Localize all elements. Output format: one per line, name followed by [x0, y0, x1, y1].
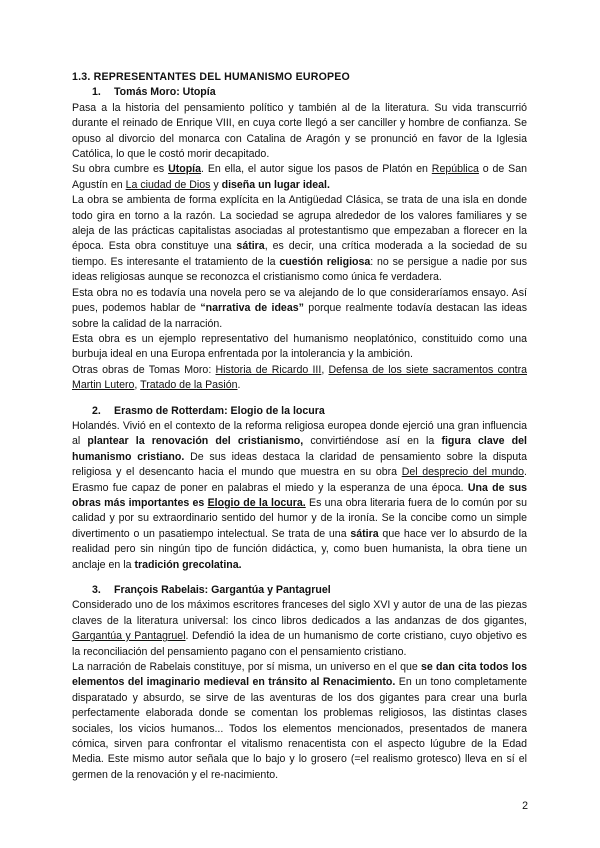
heading-number: 1. — [92, 86, 101, 99]
title-ciudad-de-dios: La ciudad de Dios — [125, 178, 211, 191]
heading-number: 2. — [92, 404, 101, 417]
heading-number: 3. — [92, 584, 101, 596]
paragraph: Esta obra no es todavía una novela pero se va alejando de lo que consideraríamos ensayo. Así pues, podemos hablar de “narrativa de ideas” porque realmente todavía destacan las ideas sobre la calidad de la narración. — [72, 286, 527, 330]
paragraph: Otras obras de Tomas Moro: Historia de Ricardo III, Defensa de los siete sacramentos contra Martin Lutero, Tratado de la Pasión. — [72, 363, 528, 392]
document-body — [72, 70, 527, 783]
paragraph: La obra se ambienta de forma explícita en la Antigüedad Clásica, se trata de una isla en donde todo gira en torno a la razón. La sociedad se agrupa alrededor de los valores familiares y se aleja de las prácticas capitalistas asociadas al protestantismo que empezaban a florecer en la época. Esta obra constituye una sátira, es decir, una crítica moderada a la sociedad de su tiempo. Es interesante el tratamiento de la cuestión religiosa: no se persigue a nadie por sus ideas religiosas aunque se reconozca el cristianismo como única fe verdadera. — [72, 194, 528, 284]
section-title: 1.3. REPRESENTANTES DEL HUMANISMO EUROPEO — [72, 71, 350, 83]
heading-text: François Rabelais: Gargantúa y Pantagruel — [114, 584, 331, 596]
heading-text: Erasmo de Rotterdam: Elogio de la locura — [114, 404, 325, 417]
heading-text: Tomás Moro: Utopía — [114, 86, 216, 99]
link-utopia: Utopía — [168, 163, 202, 176]
paragraph: Su obra cumbre es Utopía. En ella, el autor sigue los pasos de Platón en República o de San Agustín en La ciudad de Dios y diseña un lugar ideal. — [72, 163, 527, 191]
paragraph: Considerado uno de los máximos escritores franceses del siglo XVI y autor de una de las piezas claves de la literatura universal: los cinco libros dedicados a las andanzas de dos gigantes, Gargantúa y Pantagruel. Defendió la idea de un humanismo de corte cristiano, cuyo objetivo es la reconciliación del pensamiento pagano con el pensamiento cristiano. — [72, 599, 527, 658]
paragraph: La narración de Rabelais constituye, por sí misma, un universo en el que se dan cita todos los elementos del imaginario medieval en tránsito al Renacimiento. En un tono completamente disparatado y absurdo, se sirve de las aventuras de los dos gigantes para crear una burla perfectamente elaborada donde se comentan los problemas religiosos, las distintas clases sociales, los vicios humanos... Todos los elementos mencionados, presentados de manera cómica, sirven para confrontar el vitalismo renacentista con el aspecto lúgubre de la Edad Media. Este mismo autor señala que lo bajo y lo grosero (=el realismo grotesco) lleva en sí el germen de la renovación y el re-nacimiento. — [72, 661, 527, 781]
paragraph: Esta obra es un ejemplo representativo del humanismo neoplatónico, constituido como una burbuja ideal en una Europa enfrentada por la intolerancia y la ambición. — [72, 332, 527, 361]
heading-rabelais — [72, 583, 527, 598]
heading-tomas-moro — [72, 85, 527, 100]
page-number: 2 — [522, 800, 528, 812]
title-republica: República — [431, 163, 479, 176]
heading-erasmo — [72, 404, 527, 419]
paragraph: Pasa a la historia del pensamiento político y también al de la literatura. Su vida transcurrió durante el reinado de Enrique VIII, en cuya corte llegó a ser canciller y hombre de confianza. Se opuso al divorcio del monarca con Catalina de Aragón y se pronunció en favor de la Iglesia Católica, lo que le costó morir decapitado. — [72, 101, 527, 161]
paragraph: Holandés. Vivió en el contexto de la reforma religiosa europea donde ejerció una gran influencia al plantear la renovación del cristianismo, convirtiéndose así en la figura clave del humanismo cristiano. De sus ideas destaca la claridad de pensamiento sobre la disputa religiosa y el desencanto hacia el mundo que muestra en su obra Del desprecio del mundo. Erasmo fue capaz de poner en palabras el miedo y la esperanza de una época. Una de sus obras más importantes es Elogio de la locura. Es una obra literaria fuera de lo común por su calidad y por su extraordinario sentido del humor y de la ironía. Se la concibe como un simple divertimento o un pasatiempo intelectual. Se trata de una sátira que hace ver lo absurdo de la realidad pero sin ningún tipo de función didáctica, y, como buen humanista, la obra tiene un anclaje en la tradición grecolatina. — [72, 419, 527, 571]
